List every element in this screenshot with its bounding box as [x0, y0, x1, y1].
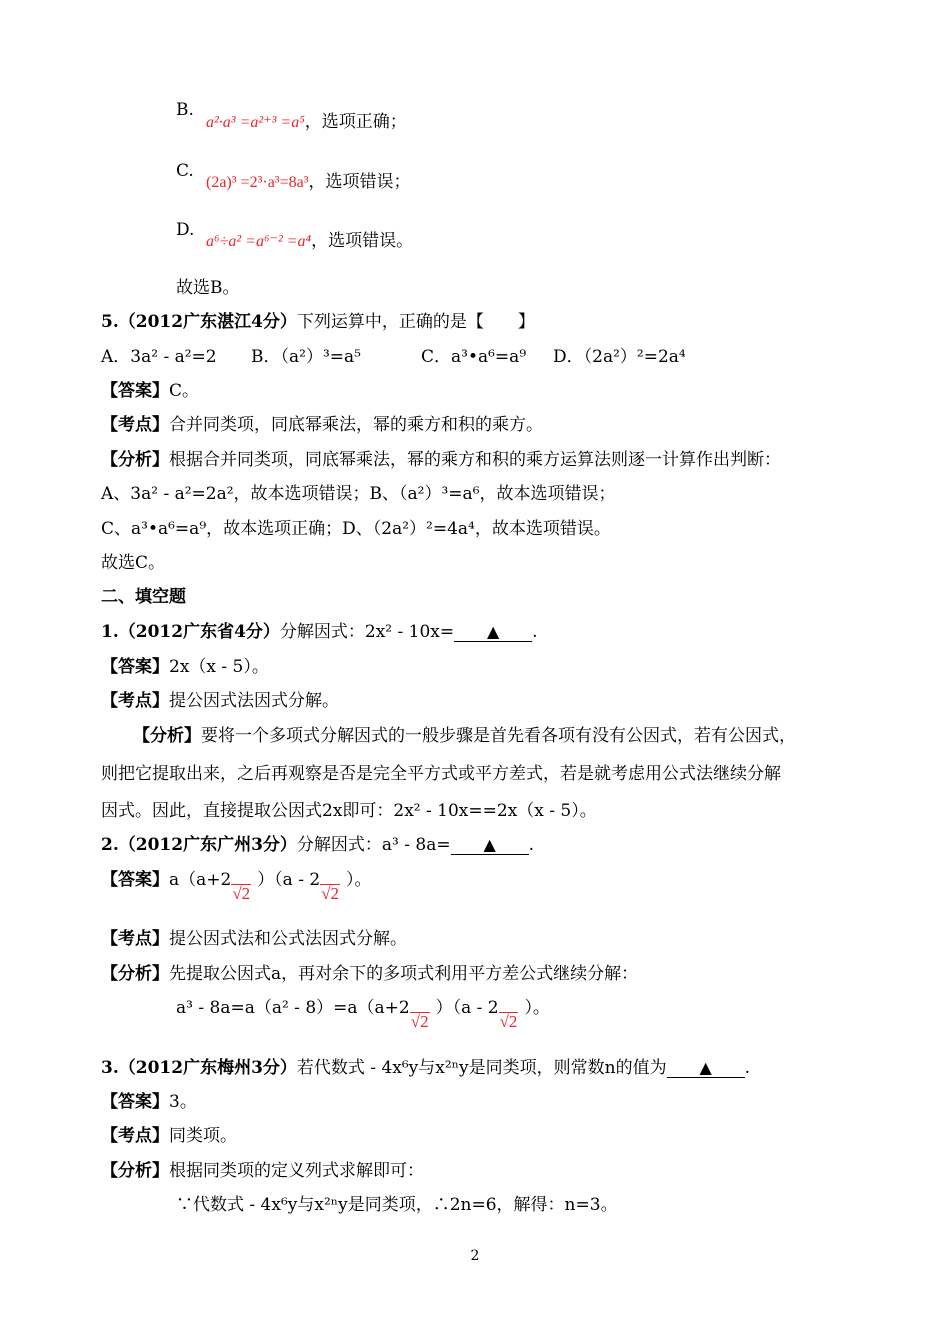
f1-source: （2012广东省4分）: [118, 622, 280, 642]
q5-analysis: [101, 448, 781, 472]
f2-source: （2012广东广州3分）: [118, 835, 297, 855]
q5-analysis-line2: A、3a² - a²=2a²，故本选项错误；B、（a²）³=a⁶，故本选项错误；: [101, 484, 616, 504]
f2-question: [101, 833, 534, 857]
analysis-text: 根据合并同类项，同底幂乘法，幂的乘方和积的乘方运算法则逐一计算作出判断：: [169, 450, 781, 470]
f3-question: [101, 1056, 750, 1080]
formula-part3: ）。: [524, 998, 550, 1018]
f2-text: 分解因式：a³ - 8a=: [296, 835, 451, 855]
keypoint-tag: 【考点】: [101, 415, 169, 435]
option-b-label: B.: [176, 100, 194, 120]
option-d-verdict: ，选项错误。: [311, 231, 414, 251]
sqrt-two: √2: [499, 1012, 518, 1031]
q5-text: 下列运算中，正确的是【 】: [296, 312, 535, 332]
f1-keypoint: [101, 689, 339, 713]
answer-part3: ）。: [346, 870, 372, 890]
q5-option-a: A．3a² - a²=2: [101, 347, 217, 367]
keypoint-tag: 【考点】: [101, 691, 169, 711]
q5-source: （2012广东湛江4分）: [118, 312, 297, 332]
keypoint-tag: 【考点】: [101, 1126, 169, 1146]
q5-option-d: D．（2a²）²=2a⁴: [553, 347, 686, 367]
sqrt-two: √2: [410, 1012, 429, 1031]
option-c-verdict: ，选项错误；: [308, 172, 411, 192]
answer-tag: 【答案】: [101, 657, 169, 677]
answer-part2: ）（a - 2: [257, 870, 321, 890]
q5-answer: [101, 379, 199, 403]
option-b-verdict: ，选项正确；: [304, 112, 407, 132]
f2-answer: [101, 868, 372, 903]
f3-analysis-line2: ∵代数式 - 4x⁶y与x²ⁿy是同类项，∴2n=6，解得：n=3。: [176, 1195, 618, 1215]
f1-answer: [101, 655, 269, 679]
keypoint-text: 提公因式法和公式法因式分解。: [169, 929, 407, 949]
section-title: 二、填空题: [101, 587, 186, 607]
answer-tag: 【答案】: [101, 381, 169, 401]
analysis-tag: 【分析】: [133, 726, 201, 746]
f3-text: 若代数式 - 4x⁶y与x²ⁿy是同类项，则常数n的值为: [296, 1058, 667, 1078]
f1-end: .: [532, 622, 538, 642]
option-b-row: [206, 110, 407, 135]
answer-blank: ▲: [451, 836, 529, 855]
answer-text: C。: [169, 381, 200, 401]
f3-keypoint: [101, 1124, 237, 1148]
prev-conclusion: 故选B。: [176, 278, 240, 298]
q5-analysis-line3: C、a³•a⁶=a⁹，故本选项正确；D、（2a²）²=4a⁴，故本选项错误。: [101, 519, 611, 539]
f3-end: .: [744, 1058, 750, 1078]
sqrt-two: √2: [232, 884, 251, 903]
keypoint-text: 提公因式法因式分解。: [169, 691, 339, 711]
analysis-text: 要将一个多项式分解因式的一般步骤是首先看各项有没有公因式，若有公因式，: [201, 726, 796, 746]
f2-keypoint: [101, 927, 407, 951]
f2-analysis-formula: [176, 996, 550, 1031]
option-c-formula: (2a)³ =2³·a³=8a³: [206, 174, 309, 191]
f1-text: 分解因式：2x² - 10x=: [279, 622, 455, 642]
keypoint-tag: 【考点】: [101, 929, 169, 949]
option-c-row: [206, 170, 411, 195]
f2-end: .: [528, 835, 535, 855]
option-d-formula: a⁶÷a² =a⁶⁻² =a⁴: [206, 233, 312, 250]
analysis-tag: 【分析】: [101, 450, 169, 470]
formula-part1: a³ - 8a=a（a² - 8）=a（a+2: [176, 998, 410, 1018]
sqrt-two: √2: [321, 884, 340, 903]
f1-number: 1.: [101, 622, 119, 642]
q5-question: [101, 310, 535, 334]
f1-analysis-line2: 则把它提取出来，之后再观察是否是完全平方式或平方差式，若是就考虑用公式法继续分解: [101, 764, 781, 784]
q5-conclusion: 故选C。: [101, 553, 166, 573]
q5-number: 5.: [101, 312, 119, 332]
option-b-formula: a²·a³ =a²⁺³ =a⁵: [206, 114, 305, 131]
answer-part1: a（a+2: [169, 870, 232, 890]
answer-tag: 【答案】: [101, 1092, 169, 1112]
keypoint-text: 同类项。: [169, 1126, 237, 1146]
f1-analysis: [133, 724, 796, 748]
f3-analysis: [101, 1159, 424, 1183]
f3-answer: [101, 1090, 197, 1114]
analysis-text: 根据同类项的定义列式求解即可：: [169, 1161, 424, 1181]
f3-source: （2012广东梅州3分）: [118, 1058, 297, 1078]
f2-number: 2.: [101, 835, 119, 855]
answer-blank: ▲: [667, 1059, 745, 1078]
f1-question: [101, 620, 538, 644]
q5-options: [101, 345, 901, 369]
f1-analysis-line3: 因式。因此，直接提取公因式2x即可：2x² - 10x==2x（x - 5）。: [101, 801, 597, 821]
option-c-label: C.: [176, 161, 194, 181]
f2-analysis: [101, 962, 638, 986]
keypoint-text: 合并同类项，同底幂乘法，幂的乘方和积的乘方。: [169, 415, 543, 435]
q5-keypoint: [101, 413, 543, 437]
option-d-label: D.: [176, 220, 195, 240]
q5-option-c: C．a³•a⁶=a⁹: [421, 347, 527, 367]
f3-number: 3.: [101, 1058, 119, 1078]
answer-blank: ▲: [454, 623, 532, 642]
option-d-row: [206, 229, 413, 254]
analysis-tag: 【分析】: [101, 1161, 169, 1181]
formula-part2: ）（a - 2: [435, 998, 499, 1018]
analysis-tag: 【分析】: [101, 964, 169, 984]
analysis-text: 先提取公因式a，再对余下的多项式利用平方差公式继续分解：: [169, 964, 639, 984]
q5-option-b: B．（a²）³=a⁵: [251, 347, 361, 367]
page-number: 2: [470, 1248, 480, 1264]
answer-tag: 【答案】: [101, 870, 169, 890]
answer-text: 3。: [169, 1092, 197, 1112]
answer-text: 2x（x - 5）。: [169, 657, 269, 677]
